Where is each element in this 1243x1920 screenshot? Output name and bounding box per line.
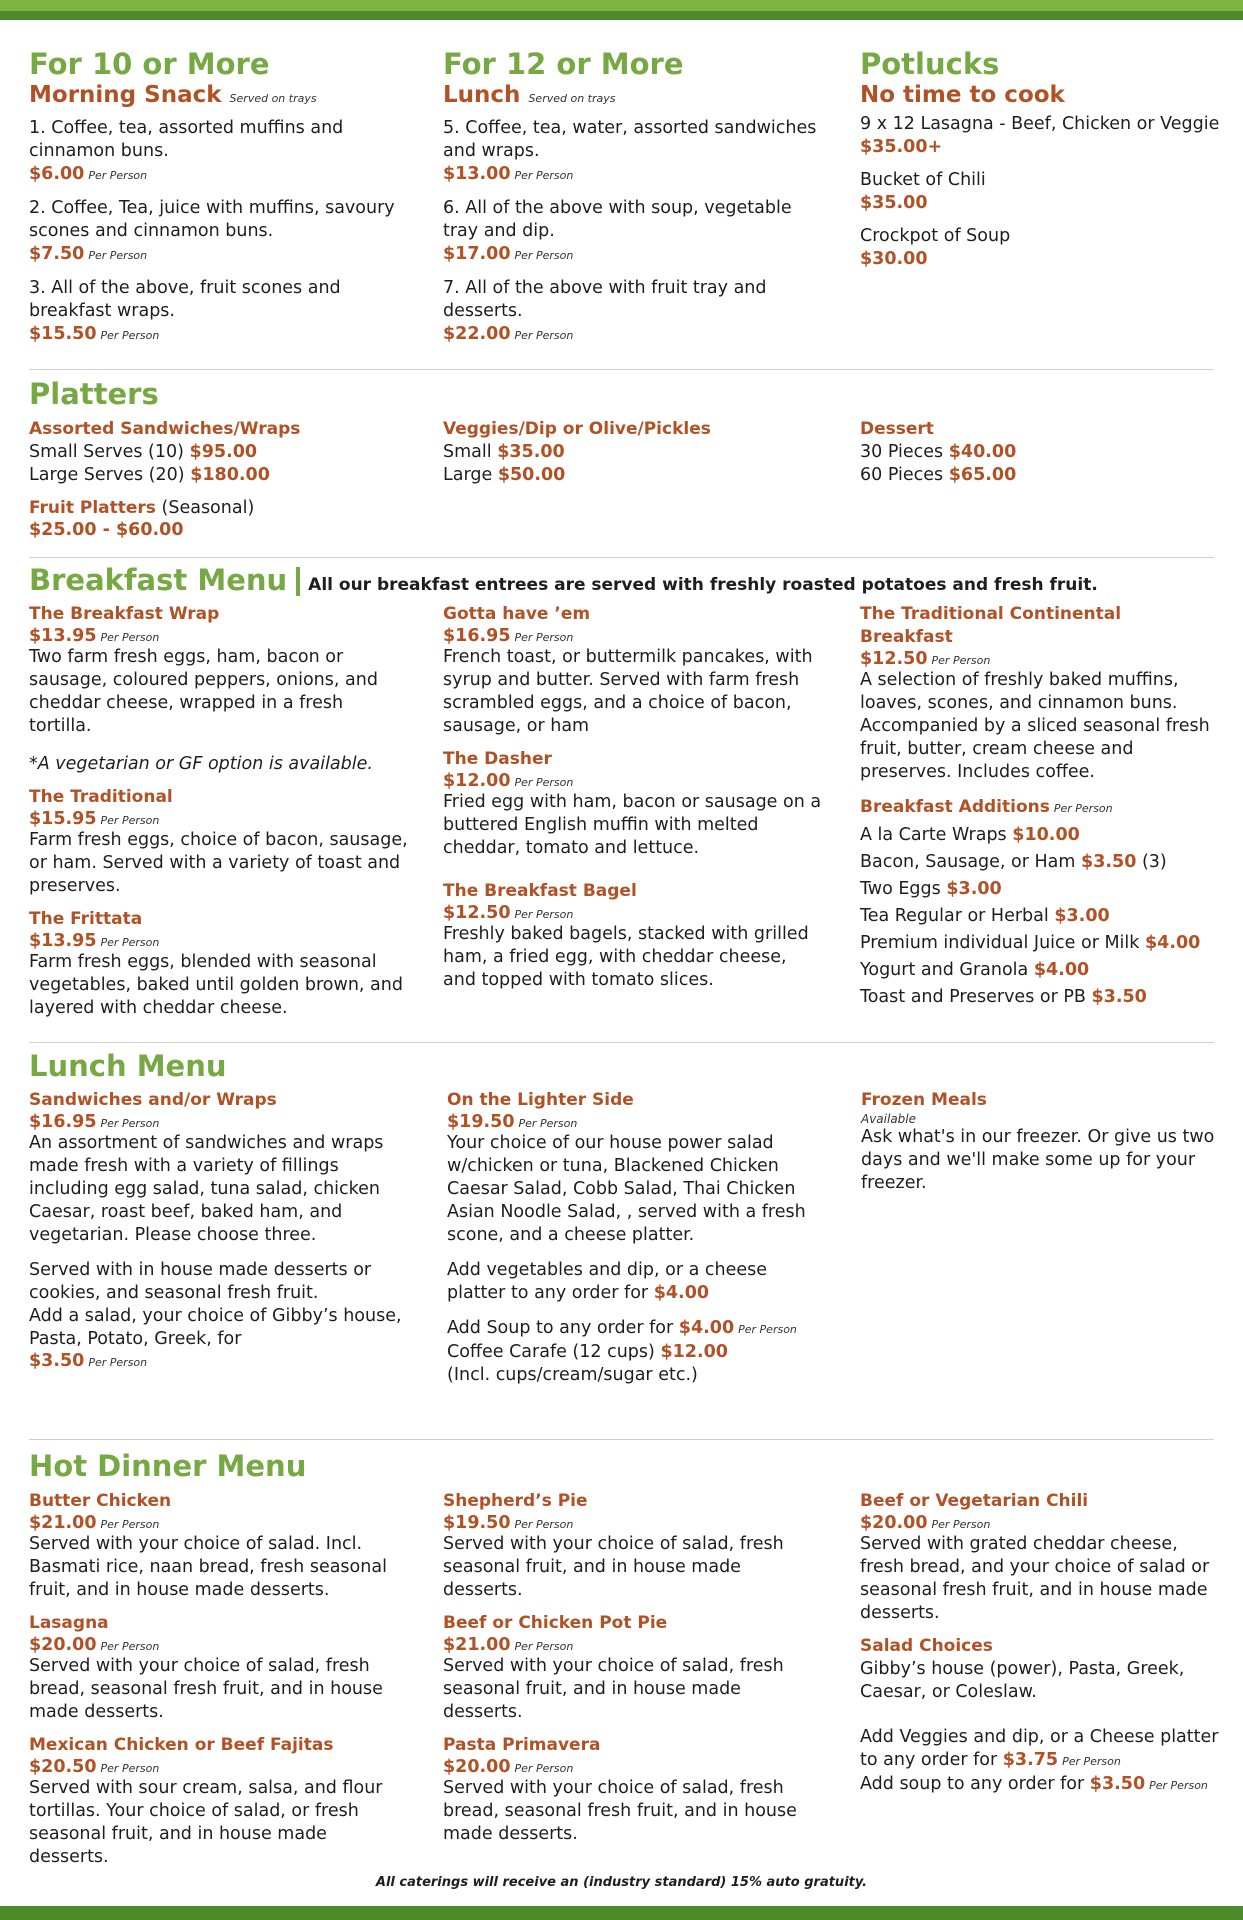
frittata-unit: Per Person <box>100 936 160 949</box>
lighter-add2: Add Soup to any order for <box>447 1318 674 1338</box>
fajitas-price: $20.50 <box>29 1757 97 1777</box>
traditional-price-row <box>29 809 409 829</box>
butter-chicken-unit: Per Person <box>100 1518 160 1531</box>
divider-4 <box>29 1439 1214 1440</box>
ten-item-2-price: $7.50 <box>29 244 85 264</box>
potluck-item-chili <box>860 169 1230 215</box>
ten-item-2 <box>29 197 419 267</box>
lunch-sandwiches-desc: An assortment of sandwiches and wraps made fresh with a variety of fillings including egg salad, tuna salad, chicken Caesar, roast beef, baked ham, and vegetarian. Please choose three. <box>29 1133 384 1245</box>
shepherd-desc: Served with your choice of salad, fresh seasonal fruit, and in house made desserts. <box>443 1534 784 1600</box>
divider-2 <box>29 557 1214 558</box>
top-banner <box>0 0 1243 20</box>
twelve-item-6 <box>443 197 823 267</box>
ten-item-3-text: 3. All of the above, fruit scones and breakfast wraps. <box>29 278 341 321</box>
ten-item-1 <box>29 117 419 187</box>
gotta-price-row <box>443 626 823 646</box>
lunch-sandwiches-price: $16.95 <box>29 1112 97 1132</box>
divider-1 <box>29 369 1214 370</box>
shepherd-price: $19.50 <box>443 1513 511 1533</box>
breakfast-wrap-desc: Two farm fresh eggs, ham, bacon or sausage, coloured peppers, onions, and cheddar cheese, wrapped in a fresh tortilla. <box>29 647 378 736</box>
lighter-add1-row <box>447 1259 827 1305</box>
platter-dessert-30-row <box>860 441 1230 464</box>
breakfast-wrap-price-row <box>29 626 409 646</box>
twelve-item-5-unit: Per Person <box>514 169 574 182</box>
breakfast-header <box>29 563 1098 597</box>
addition-juice <box>860 930 1215 957</box>
coffee-text: Coffee Carafe (12 cups) <box>447 1342 655 1362</box>
butter-chicken-desc: Served with your choice of salad. Incl. Basmati rice, naan bread, fresh seasonal fruit, and in house made desserts. <box>29 1534 387 1600</box>
lunch-lighter <box>447 1089 827 1387</box>
ten-subtitle: Morning Snack <box>29 82 222 108</box>
twelve-subtitle: Lunch <box>443 82 521 108</box>
dinner-add2: Add soup to any order for <box>860 1774 1085 1794</box>
platter-sandwiches <box>29 418 409 540</box>
traditional-desc: Farm fresh eggs, choice of bacon, sausage, or ham. Served with a variety of toast and preserves. <box>29 830 408 896</box>
pasta-price: $20.00 <box>443 1757 511 1777</box>
lighter-price-row <box>447 1112 827 1132</box>
veg-option-note: *A vegetarian or GF option is available. <box>29 754 373 774</box>
coffee-price: $12.00 <box>660 1342 728 1362</box>
platter-dessert-30-price: $40.00 <box>948 442 1017 462</box>
dinner-col-2 <box>443 1490 823 1846</box>
lighter-add2-price: $4.00 <box>678 1318 735 1338</box>
addition-meat <box>860 849 1215 876</box>
ten-item-1-text: 1. Coffee, tea, assorted muffins and cinnamon buns. <box>29 118 344 161</box>
potlucks-subtitle: No time to cook <box>860 82 1065 108</box>
ten-item-2-text: 2. Coffee, Tea, juice with muffins, savoury scones and cinnamon buns. <box>29 198 395 241</box>
salad-choices-desc: Gibby’s house (power), Pasta, Greek, Caesar, or Coleslaw. <box>860 1659 1185 1702</box>
twelve-item-6-unit: Per Person <box>514 249 574 262</box>
potpie-title: Beef or Chicken Pot Pie <box>443 1613 668 1633</box>
twelve-item-7-price: $22.00 <box>443 324 511 344</box>
frittata-price-row <box>29 931 409 951</box>
continental-title: The Traditional Continental Breakfast <box>860 604 1122 647</box>
twelve-title: For 12 or More <box>443 47 684 81</box>
frozen-status: Available <box>861 1112 917 1126</box>
twelve-section <box>443 47 823 357</box>
potluck-lasagna-price: $35.00+ <box>860 137 943 157</box>
platter-dessert-30: 30 Pieces <box>860 442 944 462</box>
continental-price: $12.50 <box>860 649 928 669</box>
twelve-item-6-text: 6. All of the above with soup, vegetable tray and dip. <box>443 198 792 241</box>
ten-item-1-unit: Per Person <box>88 169 148 182</box>
fruit-platter-row <box>29 497 409 520</box>
addition-eggs-text: Two Eggs <box>860 879 941 899</box>
twelve-item-6-price: $17.00 <box>443 244 511 264</box>
platter-dessert-title: Dessert <box>860 419 934 439</box>
lighter-add2-unit: Per Person <box>738 1323 797 1336</box>
divider-3 <box>29 1042 1214 1043</box>
platter-dessert-60: 60 Pieces <box>860 465 944 485</box>
shepherd-title: Shepherd’s Pie <box>443 1491 588 1511</box>
platter-dessert-60-row <box>860 464 1230 487</box>
chili-price-row <box>860 1513 1225 1533</box>
breakfast-col-1 <box>29 603 409 1020</box>
lighter-price: $19.50 <box>447 1112 515 1132</box>
dinner-col-3 <box>860 1490 1225 1797</box>
gotta-title: Gotta have ’em <box>443 604 591 624</box>
ten-section <box>29 47 419 357</box>
addition-tea-price: $3.00 <box>1054 906 1110 926</box>
breakfast-col-3 <box>860 603 1215 1011</box>
lasagna-title: Lasagna <box>29 1613 109 1633</box>
platters-title: Platters <box>29 377 159 411</box>
breakfast-wrap-title: The Breakfast Wrap <box>29 604 220 624</box>
platter-sandwiches-small-price: $95.00 <box>189 442 258 462</box>
shepherd-price-row <box>443 1513 823 1533</box>
lunch-sandwiches <box>29 1089 409 1371</box>
salad-choices-title: Salad Choices <box>860 1636 993 1656</box>
addition-yogurt <box>860 957 1215 984</box>
platter-sandwiches-small-row <box>29 441 409 464</box>
lighter-title: On the Lighter Side <box>447 1090 634 1110</box>
addition-wraps-text: A la Carte Wraps <box>860 825 1007 845</box>
addition-meat-price: $3.50 <box>1081 852 1137 872</box>
addition-toast-text: Toast and Preserves or PB <box>860 987 1086 1007</box>
additions-unit: Per Person <box>1053 802 1113 815</box>
fajitas-price-row <box>29 1757 409 1777</box>
coffee-row <box>447 1341 827 1364</box>
pasta-price-row <box>443 1757 823 1777</box>
platter-dessert-60-price: $65.00 <box>948 465 1017 485</box>
addition-yogurt-price: $4.00 <box>1033 960 1090 980</box>
lunch-title: Lunch Menu <box>29 1049 227 1083</box>
platter-sandwiches-title: Assorted Sandwiches/Wraps <box>29 419 301 439</box>
platter-veggies-title: Veggies/Dip or Olive/Pickles <box>443 419 711 439</box>
addition-yogurt-text: Yogurt and Granola <box>860 960 1029 980</box>
dasher-title: The Dasher <box>443 749 552 769</box>
additions-list <box>860 822 1215 1011</box>
shepherd-unit: Per Person <box>514 1518 574 1531</box>
addition-eggs-price: $3.00 <box>946 879 1002 899</box>
gotta-desc: French toast, or buttermilk pancakes, with syrup and butter. Served with farm fresh scrambled eggs, and a choice of bacon, sausage, or ham <box>443 647 813 736</box>
chili-title: Beef or Vegetarian Chili <box>860 1491 1089 1511</box>
fajitas-desc: Served with sour cream, salsa, and flour tortillas. Your choice of salad, or fresh seasonal fruit, and in house made desserts. <box>29 1778 383 1867</box>
breakfast-title-separator <box>296 567 300 596</box>
ten-item-3-unit: Per Person <box>100 329 160 342</box>
addition-toast-price: $3.50 <box>1091 987 1147 1007</box>
twelve-subtitle-row <box>443 81 823 113</box>
gratuity-footer: All caterings will receive an (industry standard) 15% auto gratuity. <box>375 1875 868 1890</box>
butter-chicken-price-row <box>29 1513 409 1533</box>
top-banner-highlight <box>0 0 1243 11</box>
twelve-item-5 <box>443 117 823 187</box>
butter-chicken-title: Butter Chicken <box>29 1491 172 1511</box>
frittata-price: $13.95 <box>29 931 97 951</box>
breakfast-description: All our breakfast entrees are served with freshly roasted potatoes and fresh fruit. <box>308 575 1098 595</box>
dinner-title: Hot Dinner Menu <box>29 1449 307 1483</box>
dinner-add1-price: $3.75 <box>1002 1750 1059 1770</box>
chili-price: $20.00 <box>860 1513 928 1533</box>
lunch-sandwiches-unit: Per Person <box>100 1117 160 1130</box>
dinner-col-1 <box>29 1490 409 1869</box>
ten-item-3 <box>29 277 419 347</box>
dinner-add2-price: $3.50 <box>1089 1774 1146 1794</box>
lunch-sandwiches-price-row <box>29 1112 409 1132</box>
platter-sandwiches-large-row <box>29 464 409 487</box>
potluck-lasagna-text: 9 x 12 Lasagna - Beef, Chicken or Veggie <box>860 114 1220 134</box>
bagel-price-row <box>443 903 823 923</box>
lasagna-desc: Served with your choice of salad, fresh bread, seasonal fresh fruit, and in house made desserts. <box>29 1656 383 1722</box>
platter-veggies-small-row <box>443 441 823 464</box>
additions-header <box>860 796 1215 819</box>
potpie-price: $21.00 <box>443 1635 511 1655</box>
chili-desc: Served with grated cheddar cheese, fresh bread, and your choice of salad or seasonal fresh fruit, and in house made desserts. <box>860 1534 1210 1623</box>
additions-title: Breakfast Additions <box>860 797 1050 817</box>
dinner-add2-row <box>860 1773 1225 1797</box>
fruit-platter-price: $25.00 - $60.00 <box>29 520 184 540</box>
dinner-add1-unit: Per Person <box>1062 1755 1121 1768</box>
addition-meat-qty: (3) <box>1141 852 1167 872</box>
fruit-platter-title: Fruit Platters <box>29 498 156 518</box>
lunch-salad-price: $3.50 <box>29 1351 85 1371</box>
potpie-desc: Served with your choice of salad, fresh seasonal fruit, and in house made desserts. <box>443 1656 784 1722</box>
lunch-frozen <box>861 1089 1216 1195</box>
potluck-soup-price: $30.00 <box>860 249 928 269</box>
breakfast-col-2 <box>443 603 823 992</box>
lighter-unit: Per Person <box>518 1117 578 1130</box>
addition-wraps-price: $10.00 <box>1012 825 1080 845</box>
chili-unit: Per Person <box>931 1518 991 1531</box>
twelve-item-7-unit: Per Person <box>514 329 574 342</box>
addition-wraps <box>860 822 1215 849</box>
butter-chicken-price: $21.00 <box>29 1513 97 1533</box>
addition-juice-text: Premium individual Juice or Milk <box>860 933 1140 953</box>
continental-unit: Per Person <box>931 654 991 667</box>
twelve-item-7 <box>443 277 823 347</box>
fajitas-title: Mexican Chicken or Beef Fajitas <box>29 1735 334 1755</box>
coffee-note: (Incl. cups/cream/sugar etc.) <box>447 1365 698 1385</box>
continental-price-row <box>860 649 1215 669</box>
platter-veggies-large-row <box>443 464 823 487</box>
breakfast-title: Breakfast Menu <box>29 563 288 597</box>
addition-tea-text: Tea Regular or Herbal <box>860 906 1049 926</box>
potpie-unit: Per Person <box>514 1640 574 1653</box>
frozen-title: Frozen Meals <box>861 1090 987 1110</box>
bagel-price: $12.50 <box>443 903 511 923</box>
frozen-desc: Ask what's in our freezer. Or give us two days and we'll make some up for your freezer. <box>861 1127 1215 1193</box>
platter-veggies-small: Small <box>443 442 492 462</box>
bagel-unit: Per Person <box>514 908 574 921</box>
lighter-add1-price: $4.00 <box>653 1283 710 1303</box>
dasher-price-row <box>443 771 823 791</box>
addition-meat-text: Bacon, Sausage, or Ham <box>860 852 1076 872</box>
frittata-title: The Frittata <box>29 909 143 929</box>
lasagna-price-row <box>29 1635 409 1655</box>
dinner-add1-row <box>860 1726 1225 1773</box>
frittata-desc: Farm fresh eggs, blended with seasonal vegetables, baked until golden brown, and layered with cheddar cheese. <box>29 952 403 1018</box>
lunch-sandwiches-title: Sandwiches and/or Wraps <box>29 1090 277 1110</box>
addition-toast <box>860 984 1215 1011</box>
dinner-add1: Add Veggies and dip, or a Cheese platter to any order for <box>860 1727 1219 1770</box>
traditional-title: The Traditional <box>29 787 173 807</box>
ten-item-3-price: $15.50 <box>29 324 97 344</box>
platter-dessert <box>860 418 1230 487</box>
traditional-unit: Per Person <box>100 814 160 827</box>
lighter-add1: Add vegetables and dip, or a cheese platter to any order for <box>447 1260 768 1303</box>
ten-item-2-unit: Per Person <box>88 249 148 262</box>
lighter-add2-row <box>447 1317 827 1341</box>
lighter-desc: Your choice of our house power salad w/chicken or tuna, Blackened Chicken Caesar Salad, Cobb Salad, Thai Chicken Asian Noodle Salad, , served with a fresh scone, and a cheese platter. <box>447 1133 806 1245</box>
potluck-item-soup <box>860 225 1230 271</box>
dasher-price: $12.00 <box>443 771 511 791</box>
addition-eggs <box>860 876 1215 903</box>
twelve-item-7-text: 7. All of the above with fruit tray and desserts. <box>443 278 767 321</box>
ten-item-1-price: $6.00 <box>29 164 85 184</box>
potlucks-title: Potlucks <box>860 47 1000 81</box>
potlucks-section <box>860 47 1230 281</box>
continental-desc: A selection of freshly baked muffins, loaves, scones, and cinnamon buns. Accompanied by a sliced seasonal fresh fruit, butter, cream cheese and preserves. Includes coffee. <box>860 670 1210 782</box>
platter-sandwiches-large-price: $180.00 <box>190 465 270 485</box>
potluck-chili-text: Bucket of Chili <box>860 170 986 190</box>
lunch-sandwiches-desc3: Add a salad, your choice of Gibby’s house, Pasta, Potato, Greek, for <box>29 1306 402 1349</box>
potluck-chili-price: $35.00 <box>860 193 928 213</box>
fajitas-unit: Per Person <box>100 1762 160 1775</box>
twelve-item-5-price: $13.00 <box>443 164 511 184</box>
platter-sandwiches-small: Small Serves (10) <box>29 442 184 462</box>
breakfast-wrap-unit: Per Person <box>100 631 160 644</box>
twelve-item-5-text: 5. Coffee, tea, water, assorted sandwiches and wraps. <box>443 118 817 161</box>
platter-veggies-large-price: $50.00 <box>497 465 566 485</box>
platter-veggies-large: Large <box>443 465 493 485</box>
addition-tea <box>860 903 1215 930</box>
twelve-note: Served on trays <box>528 92 616 105</box>
gotta-price: $16.95 <box>443 626 511 646</box>
pasta-title: Pasta Primavera <box>443 1735 601 1755</box>
platter-veggies <box>443 418 823 487</box>
pasta-unit: Per Person <box>514 1762 574 1775</box>
platter-sandwiches-large: Large Serves (20) <box>29 465 185 485</box>
ten-subtitle-row <box>29 81 419 113</box>
breakfast-wrap-price: $13.95 <box>29 626 97 646</box>
addition-juice-price: $4.00 <box>1145 933 1201 953</box>
potpie-price-row <box>443 1635 823 1655</box>
traditional-price: $15.95 <box>29 809 97 829</box>
lunch-salad-price-row <box>29 1351 409 1371</box>
dasher-desc: Fried egg with ham, bacon or sausage on a buttered English muffin with melted cheddar, tomato and lettuce. <box>443 792 822 858</box>
ten-title: For 10 or More <box>29 47 270 81</box>
platter-veggies-small-price: $35.00 <box>497 442 565 462</box>
lunch-salad-unit: Per Person <box>88 1356 148 1369</box>
potluck-soup-text: Crockpot of Soup <box>860 226 1011 246</box>
fruit-platter-season: (Seasonal) <box>161 498 255 518</box>
dinner-add2-unit: Per Person <box>1149 1779 1208 1792</box>
ten-note: Served on trays <box>229 92 317 105</box>
gotta-unit: Per Person <box>514 631 574 644</box>
bagel-desc: Freshly baked bagels, stacked with grilled ham, a fried egg, with cheddar cheese, and topped with tomato slices. <box>443 924 809 990</box>
lasagna-price: $20.00 <box>29 1635 97 1655</box>
lunch-sandwiches-desc2: Served with in house made desserts or cookies, and seasonal fresh fruit. <box>29 1260 372 1303</box>
lasagna-unit: Per Person <box>100 1640 160 1653</box>
dasher-unit: Per Person <box>514 776 574 789</box>
pasta-desc: Served with your choice of salad, fresh bread, seasonal fresh fruit, and in house made desserts. <box>443 1778 797 1844</box>
bottom-banner <box>0 1906 1243 1920</box>
potluck-item-lasagna <box>860 113 1230 159</box>
bagel-title: The Breakfast Bagel <box>443 881 637 901</box>
